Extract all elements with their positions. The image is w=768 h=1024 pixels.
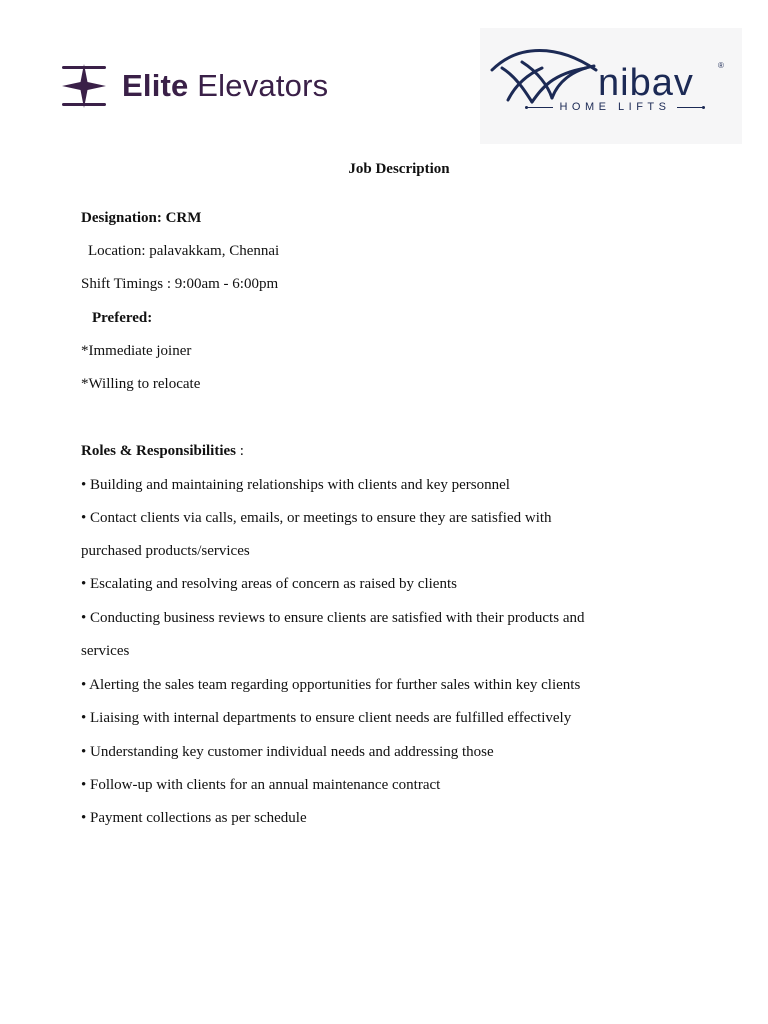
- preferred-item: *Immediate joiner: [81, 343, 192, 359]
- tagline-rule-right: [677, 107, 703, 108]
- nibav-arch-icon: [488, 48, 600, 104]
- responsibility-item: services: [81, 643, 130, 659]
- responsibility-item: • Contact clients via calls, emails, or meetings to ensure they are satisfied with: [81, 510, 552, 526]
- responsibility-item: • Follow-up with clients for an annual maintenance contract: [81, 777, 441, 793]
- elevators-word: Elevators: [197, 68, 329, 103]
- responsibility-item: • Alerting the sales team regarding opportunities for further sales within key clients: [81, 677, 581, 693]
- responsibility-item: • Building and maintaining relationships with clients and key personnel: [81, 477, 510, 493]
- elite-star-icon: [60, 60, 108, 112]
- preferred-item: *Willing to relocate: [81, 376, 201, 392]
- shift-timings: Shift Timings : 9:00am - 6:00pm: [81, 276, 279, 292]
- roles-heading: Roles & Responsibilities: [81, 443, 237, 459]
- registered-mark: ®: [718, 61, 724, 70]
- nibav-tagline: HOME LIFTS: [559, 101, 671, 113]
- nibav-wordmark: nibav: [598, 62, 694, 104]
- nibav-home-lifts-logo: [480, 28, 742, 144]
- responsibility-item: • Understanding key customer individual needs and addressing those: [81, 744, 494, 760]
- roles-heading-suffix: :: [236, 443, 244, 459]
- location: Location: palavakkam, Chennai: [88, 243, 280, 259]
- designation: Designation: CRM: [81, 210, 202, 226]
- tagline-rule-left: [527, 107, 553, 108]
- responsibility-item: • Payment collections as per schedule: [81, 810, 307, 826]
- roles-heading-row: [81, 440, 244, 462]
- responsibility-item: • Conducting business reviews to ensure clients are satisfied with their products and: [81, 610, 585, 626]
- nibav-tagline-row: [520, 101, 710, 113]
- elite-elevators-logo: [60, 58, 350, 114]
- document-title: Job Description: [348, 161, 450, 177]
- preferred-heading: Prefered:: [92, 310, 153, 326]
- responsibility-item: • Liaising with internal departments to ensure client needs are fulfilled effectively: [81, 710, 572, 726]
- elite-wordmark: [122, 68, 328, 104]
- responsibility-item: • Escalating and resolving areas of concern as raised by clients: [81, 576, 457, 592]
- elite-word: Elite: [122, 68, 189, 103]
- responsibility-item: purchased products/services: [81, 543, 250, 559]
